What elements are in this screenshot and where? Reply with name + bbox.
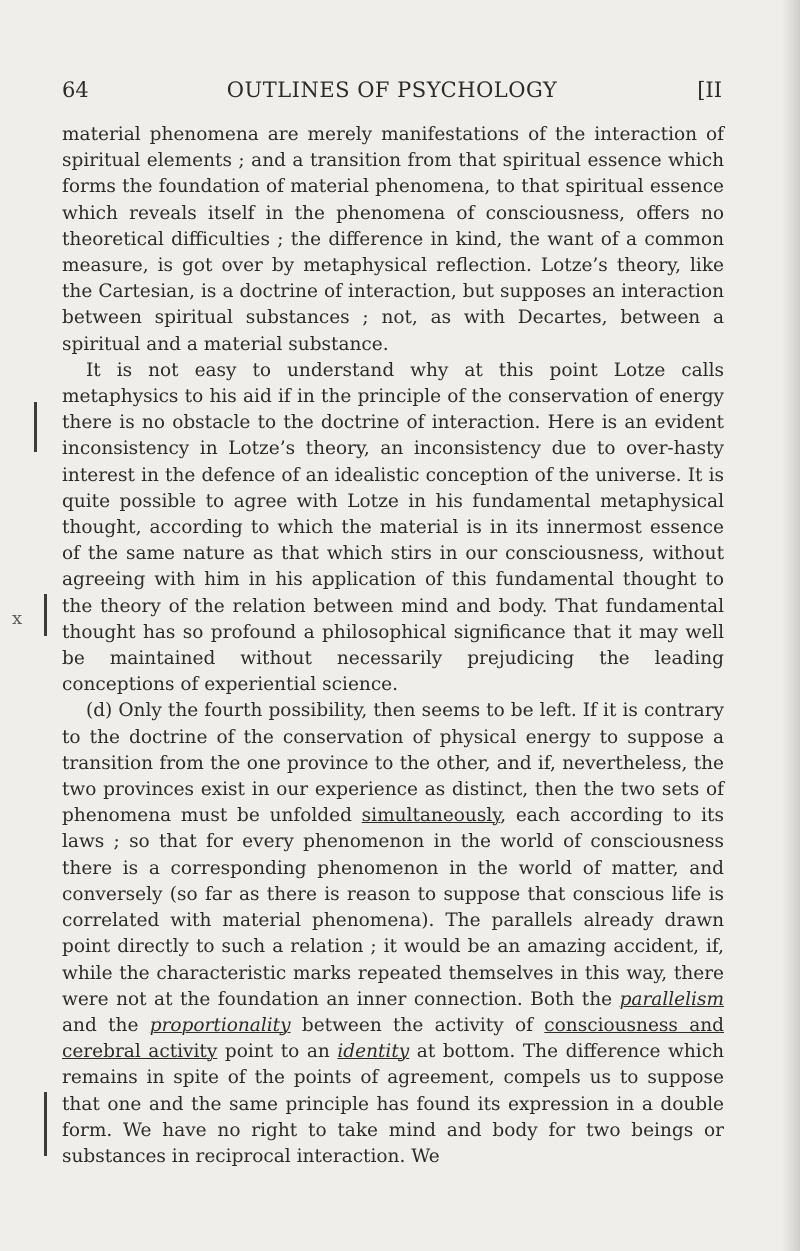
page-edge-shadow <box>782 0 800 1251</box>
text-run: and the <box>62 1014 150 1036</box>
running-head: OUTLINES OF PSYCHOLOGY <box>226 78 558 102</box>
text-run: at bottom. The difference which remains in spite of the points of agreement, compels us to suppose that one and the same principle has found its expression in a double form. We have no right to take mind and body for two beings or substances in reciprocal interaction. We <box>62 1041 724 1167</box>
chapter-mark: [II <box>697 78 722 102</box>
page-number: 64 <box>62 78 89 102</box>
text-run: point to an <box>217 1041 338 1063</box>
margin-bar <box>34 402 37 452</box>
text-run: , each according to its laws ; so that for every phenomenon in the world of consciousness there is a corresponding phenomenon in the world of matter, and conversely (so far as there is reason to suppose that conscious life is correlated with material phenomena). The parallels already drawn point directly to such a relation ; it would be an amazing accident, if, while the characteristic marks repeated themselves in this way, there were not at the foundation an inner connection. Both the <box>62 805 724 1010</box>
paragraph: It is not easy to understand why at this point Lotze calls metaphysics to his aid if in the principle of the conservation of energy there is no obstacle to the doctrine of interaction. Here is an evident inconsistency in Lotze’s theory, an inconsistency due to over-hasty interest in the defence of an idealistic conception of the universe. It is quite possible to agree with Lotze in his fundamental metaphysical thought, according to which the material is in its innermost essence of the same nature as that which stirs in our consciousness, without agreeing with him in his application of this fundamental thought to the theory of the relation between mind and body. That fundamental thought has so profound a philosophical significance that it may well be maintained without necessarily prejudicing the leading conceptions of experiential science. <box>62 359 724 696</box>
paragraph <box>62 698 724 1170</box>
underlined-phrase: consciousness and cerebral activity <box>62 1014 724 1063</box>
margin-bar <box>44 1092 47 1156</box>
margin-x-mark: x <box>12 608 23 629</box>
underlined-word: simultaneously <box>361 805 501 827</box>
page-header <box>62 78 722 108</box>
text-run: (d) Only the fourth possibility, then seems to be left. If it is contrary to the doctrine of the conservation of physical energy to suppose a transition from the one province to the other, and if, nevertheless, the two provinces exist in our experience as distinct, then the two sets of phenomena must be unfolded <box>62 700 724 827</box>
paragraph: material phenomena are merely manifestations of the interaction of spiritual elements ; and a transition from that spiritual essence which forms the foundation of material phenomena, to that spiritual essence which reveals itself in the phenomena of consciousness, offers no theoretical difficulties ; the difference in kind, the want of a common measure, is got over by metaphysical reflection. Lotze’s theory, like the Cartesian, is a doctrine of interaction, but supposes an interaction between spiritual substances ; not, as with Decartes, between a spiritual and a material substance. <box>62 124 724 355</box>
margin-bar <box>44 594 47 636</box>
text-run: between the activity of <box>290 1014 545 1036</box>
italic-term: proportionality <box>149 1014 291 1036</box>
italic-term: identity <box>337 1041 410 1063</box>
body-text <box>62 122 724 1170</box>
italic-term: parallelism <box>619 988 724 1010</box>
